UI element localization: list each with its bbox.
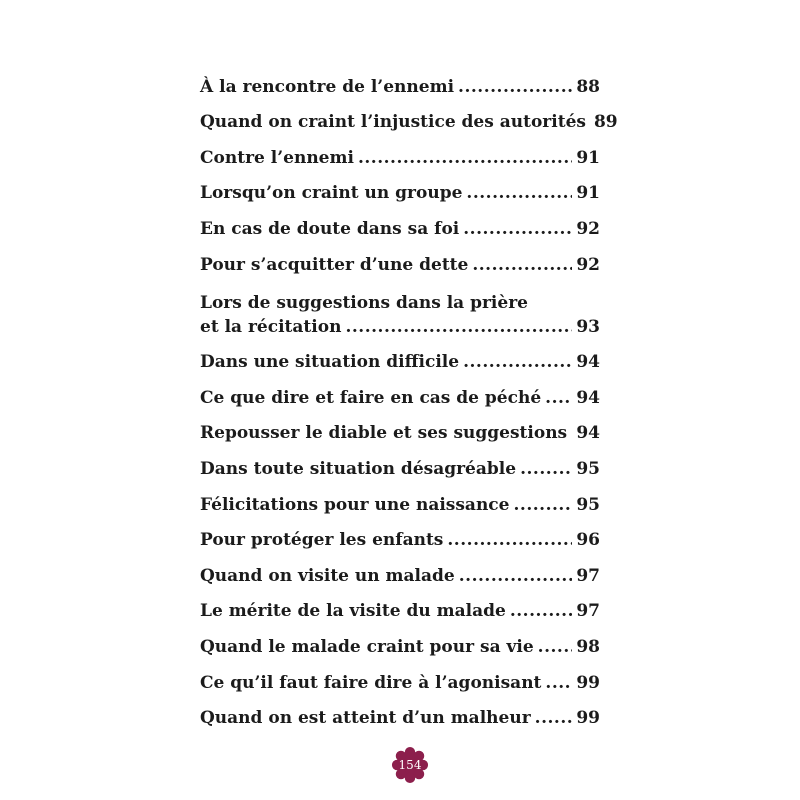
page-number: 154 xyxy=(398,758,422,772)
toc-entry-page: 97 xyxy=(576,565,600,586)
toc-entry-title: Pour protéger les enfants xyxy=(200,530,444,551)
toc-entry xyxy=(200,445,600,481)
dot-leader xyxy=(458,79,572,99)
toc-entry-page: 88 xyxy=(576,76,600,97)
toc-entry-page: 94 xyxy=(576,352,600,373)
toc-entry xyxy=(200,623,600,659)
toc-entry-title-line2: et la récitation xyxy=(200,316,342,337)
toc-entry-page: 97 xyxy=(576,601,600,622)
dot-leader xyxy=(510,603,573,623)
dot-leader xyxy=(538,639,573,659)
toc-entry xyxy=(200,170,600,206)
toc-entry-page: 99 xyxy=(576,708,600,729)
dot-leader xyxy=(535,710,573,730)
dot-leader xyxy=(358,150,572,170)
toc-entry-page: 96 xyxy=(576,530,600,551)
toc-entry xyxy=(200,588,600,624)
toc-entry xyxy=(200,659,600,695)
dot-leader xyxy=(459,568,573,588)
toc-entry-title: En cas de doute dans sa foi xyxy=(200,218,460,239)
toc-entry-title: Ce qu’il faut faire dire à l’agonisant xyxy=(200,672,542,693)
toc-entry xyxy=(200,241,600,277)
toc-entry-title: Ce que dire et faire en cas de péché xyxy=(200,387,542,408)
toc-entry-title: Pour s’acquitter d’une dette xyxy=(200,254,469,275)
dot-leader xyxy=(345,319,572,339)
toc-entry-page: 92 xyxy=(576,218,600,239)
toc-entry-title: Félicitations pour une naissance xyxy=(200,494,510,515)
toc-entry-page: 92 xyxy=(576,254,600,275)
toc-entry-page: 98 xyxy=(576,636,600,657)
table-of-contents xyxy=(200,63,618,730)
toc-entry-page: 89 xyxy=(593,112,618,133)
toc-entry-page: 94 xyxy=(576,387,600,408)
toc-entry xyxy=(200,134,600,170)
toc-entry xyxy=(200,99,618,135)
dot-leader xyxy=(513,497,572,517)
dot-leader xyxy=(463,354,572,374)
toc-entry xyxy=(200,517,600,553)
toc-entry xyxy=(200,63,600,99)
toc-entry xyxy=(200,481,600,517)
toc-entry-title: Dans une situation difficile xyxy=(200,352,460,373)
toc-entry-page: 93 xyxy=(576,316,600,337)
dot-leader xyxy=(466,185,572,205)
toc-entry-line2 xyxy=(200,315,600,339)
dot-leader xyxy=(545,390,572,410)
toc-entry xyxy=(200,277,600,339)
toc-entry-page: 99 xyxy=(576,672,600,693)
toc-entry-page: 94 xyxy=(576,423,600,444)
toc-entry-page: 95 xyxy=(576,458,600,479)
dot-leader xyxy=(545,675,572,695)
toc-entry-title: À la rencontre de l’ennemi xyxy=(200,76,455,97)
toc-entry-page: 91 xyxy=(576,183,600,204)
toc-entry-title-line1: Lors de suggestions dans la prière xyxy=(200,292,528,313)
toc-entry-page: 95 xyxy=(576,494,600,515)
dot-leader xyxy=(472,257,572,277)
toc-entry-title: Repousser le diable et ses suggestions xyxy=(200,423,568,444)
dot-leader xyxy=(447,532,572,552)
toc-entry xyxy=(200,410,600,446)
toc-entry xyxy=(200,552,600,588)
toc-entry xyxy=(200,374,600,410)
toc-entry-title: Dans toute situation désagréable xyxy=(200,458,517,479)
toc-entry-title: Quand on visite un malade xyxy=(200,565,455,586)
toc-entry xyxy=(200,205,600,241)
toc-entry-title: Quand on est atteint d’un malheur xyxy=(200,708,531,729)
dot-leader xyxy=(520,461,572,481)
toc-entry-title: Quand on craint l’injustice des autorités xyxy=(200,112,586,133)
toc-entry xyxy=(200,339,600,375)
toc-entry-title: Le mérite de la visite du malade xyxy=(200,601,506,622)
toc-entry-page: 91 xyxy=(576,147,600,168)
page-number-badge xyxy=(391,746,429,784)
toc-entry xyxy=(200,695,600,731)
dot-leader xyxy=(463,221,572,241)
toc-entry-title: Lorsqu’on craint un groupe xyxy=(200,183,463,204)
toc-entry-title: Contre l’ennemi xyxy=(200,147,354,168)
toc-entry-title: Quand le malade craint pour sa vie xyxy=(200,636,534,657)
dot-leader xyxy=(571,425,572,445)
